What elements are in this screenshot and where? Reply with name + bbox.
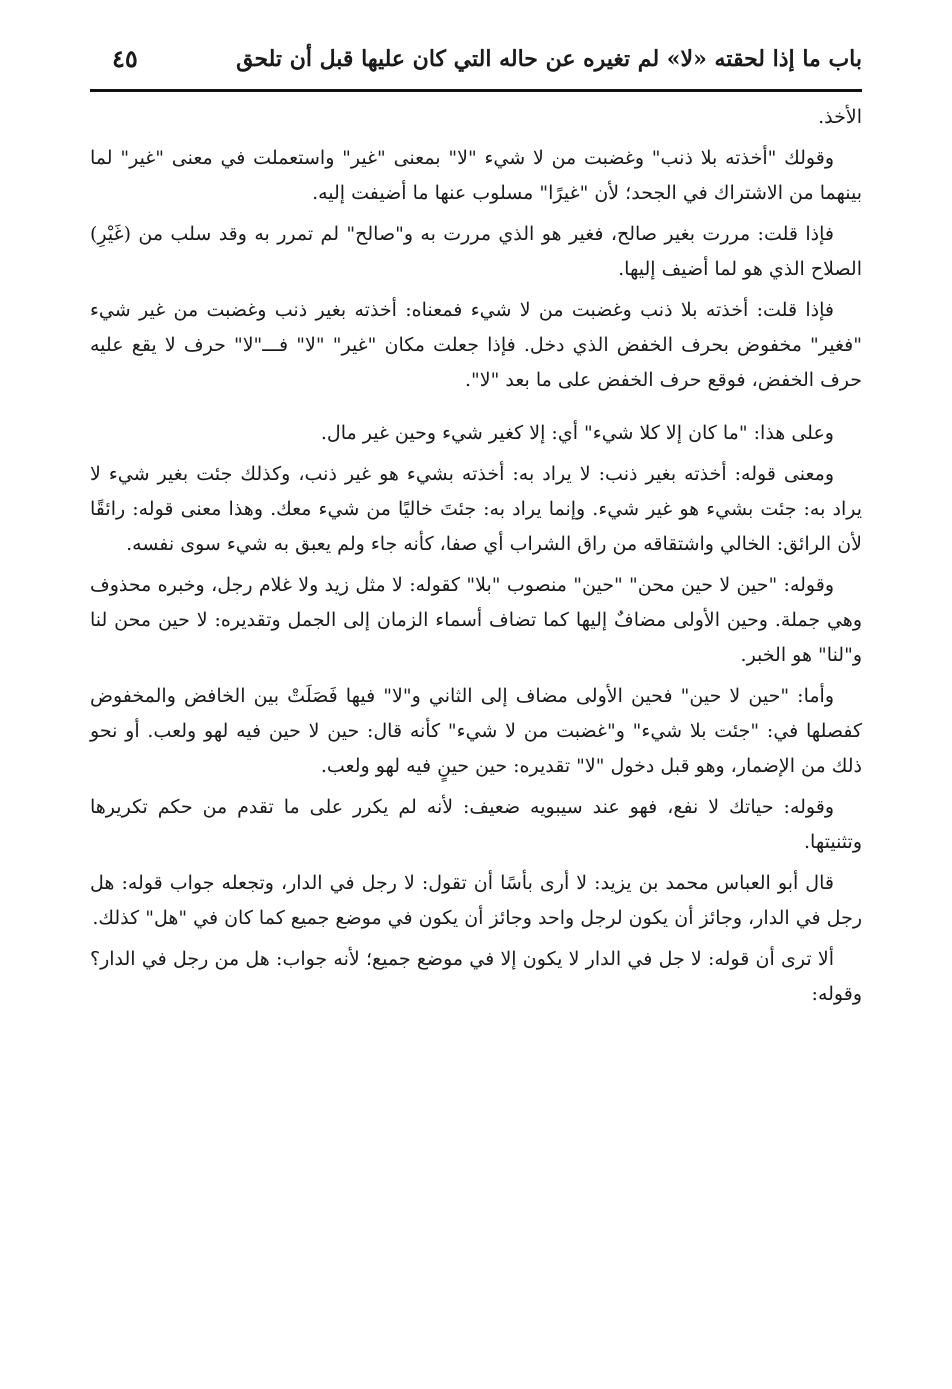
paragraph: ومعنى قوله: أخذته بغير ذنب: لا يراد به: أخذته بشيء هو غير ذنب، وكذلك جئت بغير شيء لا يراد به: جئت بشيء هو غير شيء. وإنما يراد به: جئتَ خاليًا من شيء معك. وهذا معنى قوله: رائقًا لأن الرائق: الخالي واشتقاقه من راق الشراب أي صفا، كأنه جاء ولم يعبق به شيء سوى نفسه.: [90, 463, 862, 555]
paragraph: وعلى هذا: "ما كان إلا كلا شيء" أي: إلا كغير شيء وحين غير مال.: [320, 422, 834, 444]
header-rule: [90, 89, 862, 92]
running-title: باب ما إذا لحقته «لا» لم تغيره عن حاله التي كان عليها قبل أن تلحق: [236, 46, 862, 72]
page-number: ٤٥: [112, 44, 138, 73]
paragraph: وقوله: "حين لا حين محن" "حين" منصوب "بلا" كقوله: لا مثل زيد ولا غلام رجل، وخبره محذوف وهي جملة. وحين الأولى مضافٌ إليها كما تضاف أسماء الزمان إلى الجمل وتقديره: لا حين محن لنا و"لنا" هو الخبر.: [90, 574, 862, 666]
paragraph: الأخذ.: [818, 106, 862, 128]
paragraph: ألا ترى أن قوله: لا جل في الدار لا يكون إلا في موضع جميع؛ لأنه جواب: هل من رجل في الدار؟ وقوله:: [90, 948, 862, 1005]
paragraph: وقولك "أخذته بلا ذنب" وغضبت من لا شيء "لا" بمعنى "غير" واستعملت في معنى "غير" لما بينهما من الاشتراك في الجحد؛ لأن "غيرًا" مسلوب عنها ما أضيفت إليه.: [90, 147, 862, 204]
paragraph: قال أبو العباس محمد بن يزيد: لا أرى بأسًا أن تقول: لا رجل في الدار، وتجعله جواب قوله: هل رجل في الدار، وجائز أن يكون لرجل واحد وجائز أن يكون في موضع جميع كما كان في "هل" كذلك.: [90, 872, 862, 929]
paragraph: وقوله: حياتك لا نفع، فهو عند سيبويه ضعيف: لأنه لم يكرر على ما تقدم من حكم تكريرها وتثنيتها.: [90, 796, 862, 853]
paragraph: فإذا قلت: مررت بغير صالح، فغير هو الذي مررت به و"صالح" لم تمرر به وقد سلب من (غَيْرِ) الصلاح الذي هو لما أضيف إليها.: [90, 223, 862, 280]
paragraph: وأما: "حين لا حين" فحين الأولى مضاف إلى الثاني و"لا" فيها فَصَلَتْ بين الخافض والمخفوض كفصلها في: "جئت بلا شيء" و"غضبت من لا شيء" كأنه قال: حين لا حين فيه لهو ولعب. أو نحو ذلك من الإضمار، وهو قبل دخول "لا" تقديره: حين حينٍ فيه لهو ولعب.: [90, 685, 862, 777]
paragraph: فإذا قلت: أخذته بلا ذنب وغضبت من لا شيء فمعناه: أخذته بغير ذنب وغضبت من غير شيء "فغير" مخفوض بحرف الخفض الذي دخل. فإذا جعلت مكان "غير" "لا" فـــ"لا" حرف لا يقع عليه حرف الخفض، فوقع حرف الخفض على ما بعد "لا".: [90, 299, 862, 391]
body-text: [90, 100, 862, 1018]
page-header: [90, 38, 862, 88]
